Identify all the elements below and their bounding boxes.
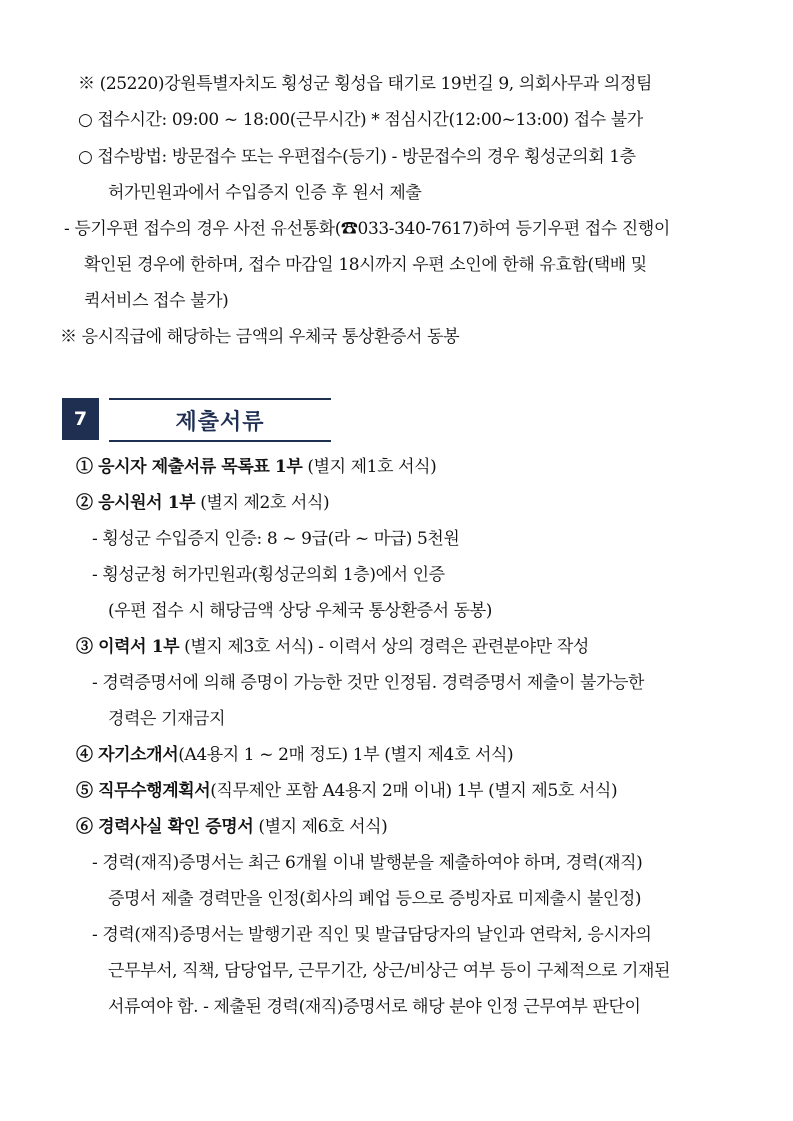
reception-method-line-1: ○ 접수방법: 방문접수 또는 우편접수(등기) - 방문접수의 경우 횡성군의회 1층 bbox=[78, 147, 636, 167]
item-5 bbox=[76, 779, 617, 803]
section-title: 제출서류 bbox=[175, 409, 265, 435]
item-1-title: ① 응시자 제출서류 목록표 1부 bbox=[76, 457, 303, 477]
item-3-note: (별지 제3호 서식) - 이력서 상의 경력은 관련분야만 작성 bbox=[179, 637, 589, 657]
item-4 bbox=[76, 743, 513, 767]
reception-hours: ○ 접수시간: 09:00 ~ 18:00(근무시간) * 점심시간(12:00~13:00) 접수 불가 bbox=[78, 110, 643, 130]
item-6-sub-1: - 경력(재직)증명서는 최근 6개월 이내 발행분을 제출하여야 하며, 경력(재직) bbox=[92, 853, 643, 873]
item-1 bbox=[76, 455, 436, 479]
item-2-sub-1: - 횡성군 수입증지 인증: 8 ~ 9급(라 ~ 마급) 5천원 bbox=[92, 529, 460, 549]
item-1-note: (별지 제1호 서식) bbox=[302, 457, 437, 477]
item-2-sub-3: (우편 접수 시 해당금액 상당 우체국 통상환증서 동봉) bbox=[108, 601, 492, 621]
item-2-sub-2: - 횡성군청 허가민원과(횡성군의회 1층)에서 인증 bbox=[92, 565, 445, 585]
item-3 bbox=[76, 635, 589, 659]
address-note: ※ (25220)강원특별자치도 횡성군 횡성읍 태기로 19번길 9, 의회사무과 의정팀 bbox=[78, 74, 652, 94]
item-2 bbox=[76, 491, 329, 515]
item-6-sub-3: - 경력(재직)증명서는 발행기관 직인 및 발급담당자의 날인과 연락처, 응시자의 bbox=[92, 925, 652, 945]
registered-mail-line-2: 확인된 경우에 한하며, 접수 마감일 18시까지 우편 소인에 한해 유효함(택배 및 bbox=[84, 255, 647, 275]
item-6-sub-5: 서류여야 함. - 제출된 경력(재직)증명서로 해당 분야 인정 근무여부 판단이 bbox=[108, 997, 641, 1017]
item-3-sub-1: - 경력증명서에 의해 증명이 가능한 것만 인정됨. 경력증명서 제출이 불가능한 bbox=[92, 673, 645, 693]
section-title-box bbox=[109, 398, 331, 442]
item-3-title: ③ 이력서 1부 bbox=[76, 637, 180, 657]
item-4-title: ④ 자기소개서 bbox=[76, 745, 179, 765]
reception-method-line-2: 허가민원과에서 수입증지 인증 후 원서 제출 bbox=[108, 183, 422, 203]
postal-order-note: ※ 응시직급에 해당하는 금액의 우체국 통상환증서 동봉 bbox=[60, 327, 460, 347]
item-2-title: ② 응시원서 1부 bbox=[76, 493, 196, 513]
registered-mail-line-1: - 등기우편 접수의 경우 사전 유선통화(☎033-340-7617)하여 등기우편 접수 진행이 bbox=[64, 219, 670, 239]
section-number-badge: 7 bbox=[62, 398, 99, 440]
item-3-sub-2: 경력은 기재금지 bbox=[108, 709, 226, 729]
item-4-note: (A4용지 1 ~ 2매 정도) 1부 (별지 제4호 서식) bbox=[178, 745, 514, 765]
item-6-title: ⑥ 경력사실 확인 증명서 bbox=[76, 817, 254, 837]
registered-mail-line-3: 퀵서비스 접수 불가) bbox=[84, 291, 229, 311]
item-5-title: ⑤ 직무수행계획서 bbox=[76, 781, 211, 801]
item-2-note: (별지 제2호 서식) bbox=[195, 493, 330, 513]
item-6 bbox=[76, 815, 387, 839]
item-5-note: (직무제안 포함 A4용지 2매 이내) 1부 (별지 제5호 서식) bbox=[210, 781, 618, 801]
item-6-sub-2: 증명서 제출 경력만을 인정(회사의 폐업 등으로 증빙자료 미제출시 불인정) bbox=[108, 889, 642, 909]
item-6-note: (별지 제6호 서식) bbox=[253, 817, 388, 837]
item-6-sub-4: 근무부서, 직책, 담당업무, 근무기간, 상근/비상근 여부 등이 구체적으로 기재된 bbox=[108, 961, 671, 981]
